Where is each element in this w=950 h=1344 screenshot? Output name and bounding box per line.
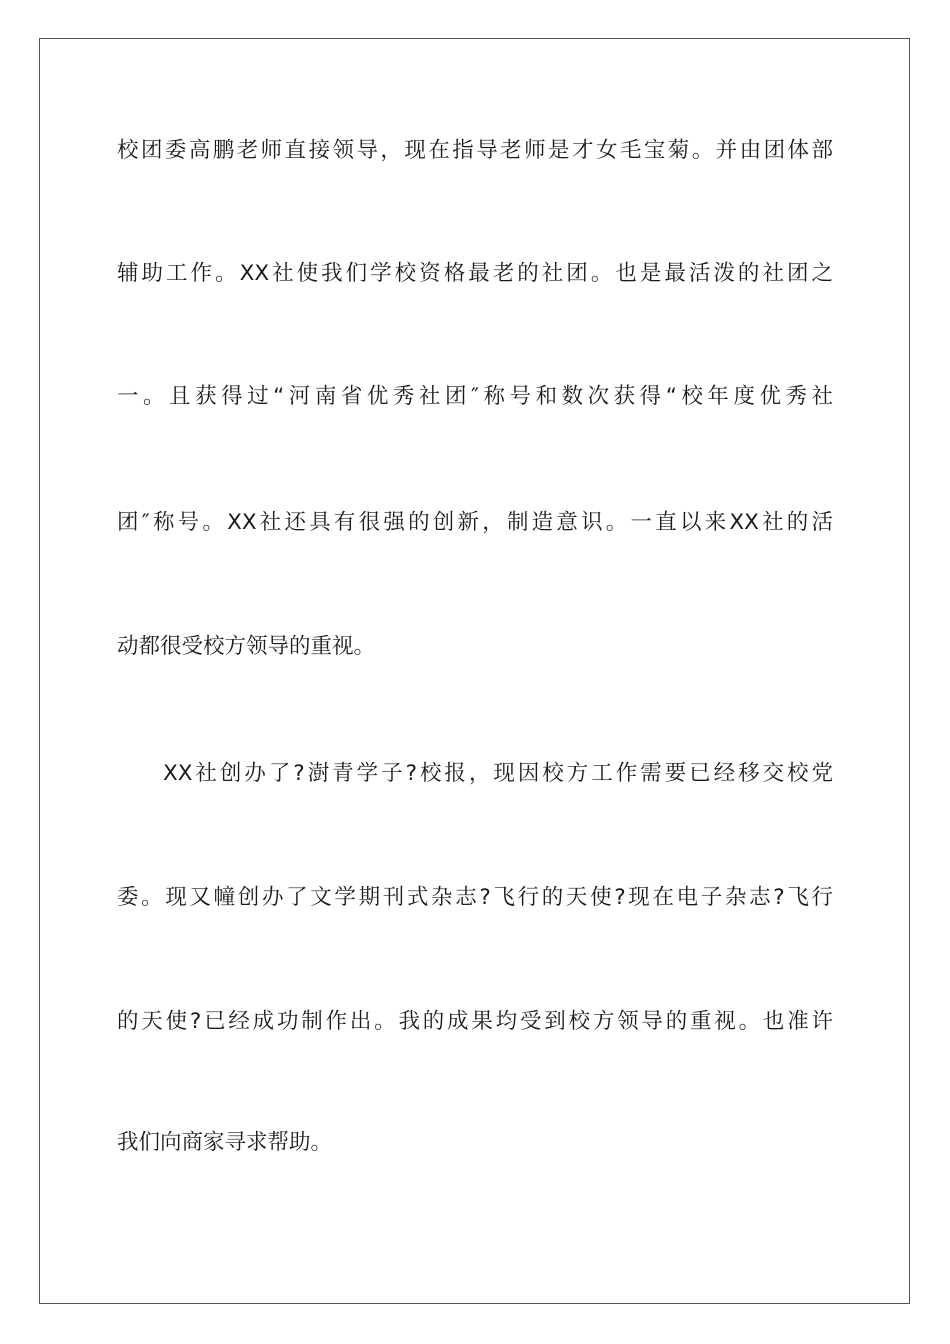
paragraph-1-line-4: 团″称号。XX社还具有很强的创新，制造意识。一直以来XX社的活 [117,510,833,535]
paragraph-2-line-3: 的天使?已经成功制作出。我的成果均受到校方领导的重视。也准许 [117,1009,833,1034]
paragraph-1-line-3: 一。且获得过“河南省优秀社团″称号和数次获得“校年度优秀社 [117,384,833,409]
paragraph-2-line-4: 我们向商家寻求帮助。 [117,1130,333,1155]
paragraph-1-line-2: 辅助工作。XX社使我们学校资格最老的社团。也是最活泼的社团之 [117,261,833,286]
paragraph-2-line-1: XX社创办了?澍青学子?校报，现因校方工作需要已经移交校党 [163,761,833,786]
paragraph-2-line-2: 委。现又幢创办了文学期刊式杂志?飞行的天使?现在电子杂志?飞行 [117,885,833,910]
paragraph-1-line-1: 校团委高鹏老师直接领导，现在指导老师是才女毛宝菊。并由团体部 [117,138,833,163]
paragraph-1-line-5: 动都很受校方领导的重视。 [117,634,376,659]
page-border [39,38,910,1304]
